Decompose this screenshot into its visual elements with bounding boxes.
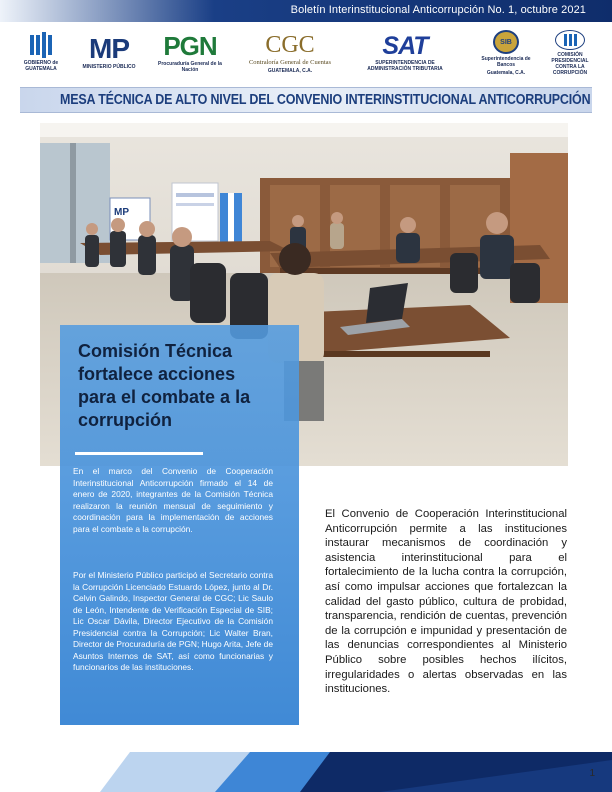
pgn-logo xyxy=(152,30,228,76)
headline-divider xyxy=(75,452,203,455)
ministerio-publico-logo xyxy=(80,30,138,76)
sat-logo xyxy=(354,30,456,76)
sat-caption: SUPERINTENDENCIA DE ADMINISTRACIÓN TRIBUTARIA xyxy=(367,60,443,72)
gobierno-guatemala-logo xyxy=(18,30,64,76)
cgc-logo xyxy=(240,30,340,76)
article-paragraph-1: En el marco del Convenio de Cooperación Interinstitucional Anticorrupción firmado el 14 de enero de 2020, integrantes de la Comisión Técnica realizaron la reunión mensual de seguimiento y coordinación para la implementación de acciones para el combate a la corrupción. xyxy=(73,466,273,534)
section-title: MESA TÉCNICA DE ALTO NIVEL DEL CONVENIO INTERINSTITUCIONAL ANTICORRUPCIÓN xyxy=(60,92,591,108)
sat-logo-text: SAT xyxy=(382,32,428,60)
article-paragraph-2: Por el Ministerio Público participó el Secretario contra la Corrupción Licenciado Estuardo López, junto al Dr. Celvin Galindo, Inspector General de CGC; Lic Saulo de León, Intendente de Verificación Especial de SIB; Lic Oscar Dávila, Director Ejecutivo de la Comisión Presidencial contra la Corrupción; Lic Walter Bran, Director de Procuraduría de PGN; Hugo Arita, Jefe de Asuntos Internos de SAT, así como funcionarias y funcionarios de las instituciones. xyxy=(73,570,273,672)
sib-seal-icon: SIB xyxy=(493,30,519,54)
footer-decoration xyxy=(0,752,612,792)
pgn-logo-text: PGN xyxy=(163,31,217,61)
mp-logo-text: MP xyxy=(89,33,129,64)
footer-band xyxy=(0,752,612,792)
institution-logos xyxy=(0,30,612,82)
header-bar xyxy=(0,0,612,22)
cgc-sub: GUATEMALA, C.A. xyxy=(267,67,313,74)
cpc-seal-icon xyxy=(555,30,585,50)
sib-logo xyxy=(478,30,534,76)
cpc-caption: COMISIÓN PRESIDENCIAL CONTRA LA CORRUPCIÓN xyxy=(551,52,589,76)
page-number: 1 xyxy=(589,768,595,779)
cgc-logo-text: CGC xyxy=(265,31,315,58)
pgn-caption: Procuraduría General de la Nación xyxy=(158,61,222,73)
screen-mp-text: MP xyxy=(114,207,129,218)
guatemala-columns-icon xyxy=(30,35,52,58)
article-right-paragraph: El Convenio de Cooperación Interinstitucional Anticorrupción permite a las instituciones instaurar mecanismos de coordinación y asistencia interinstitucional para el fortalecimiento de la lucha contra la corrupción, así como impulsar acciones que fortalezcan la calidad del gasto público, cultura de probidad, transparencia, rendición de cuentas, prevención de la corrupción e impunidad y presentación de las denuncias correspondientes al Ministerio Público sobre posibles hechos ilícitos, irregularidades o alertas observadas en las instituciones. xyxy=(325,508,567,696)
gobierno-caption: GOBIERNO de GUATEMALA xyxy=(23,59,59,72)
section-title-band xyxy=(20,87,592,113)
article-headline: Comisión Técnica fortalece acciones para el combate a la corrupción xyxy=(78,341,251,430)
cgc-caption: Contraloría General de Cuentas xyxy=(248,58,332,66)
sib-caption: Superintendencia de Bancos xyxy=(481,56,531,68)
cpc-logo xyxy=(546,30,594,76)
sib-sub: Guatemala, C.A. xyxy=(486,70,526,76)
bulletin-title: Boletín Interinstitucional Anticorrupción No. 1, octubre 2021 xyxy=(290,4,586,16)
mp-caption: MINISTERIO PÚBLICO xyxy=(82,64,136,70)
